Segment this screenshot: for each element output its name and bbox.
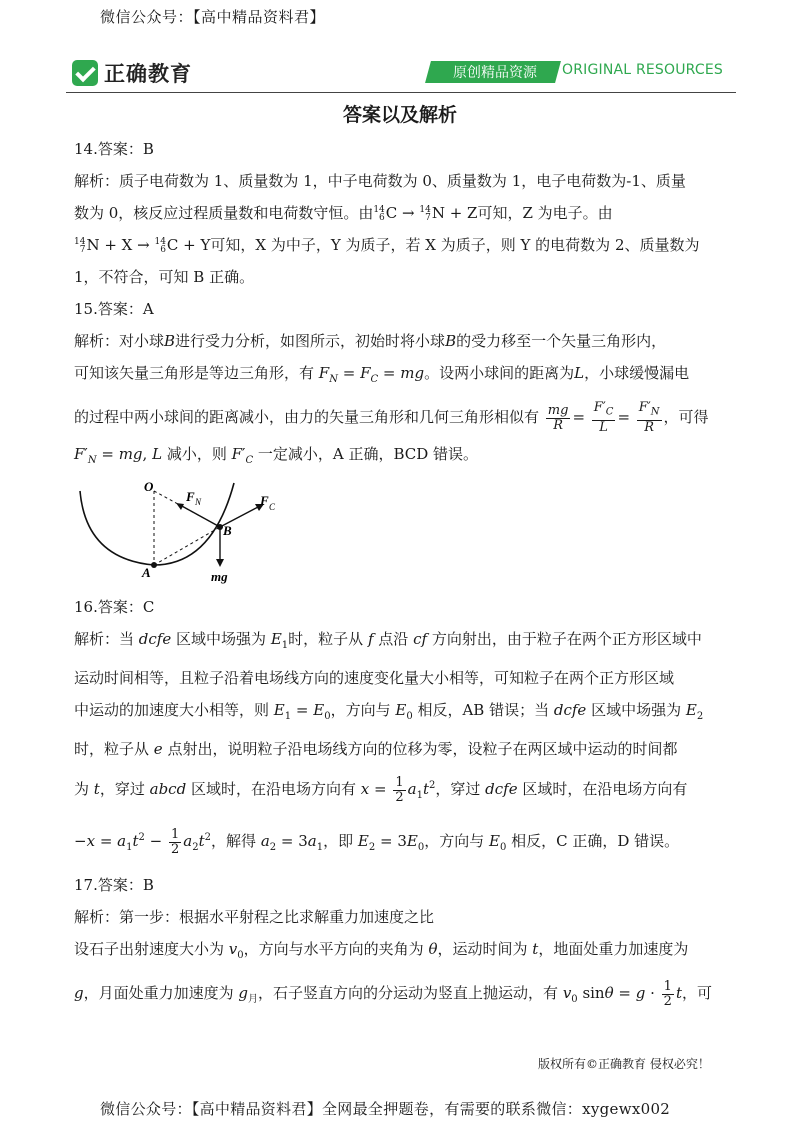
label-fc: F xyxy=(260,493,269,508)
label-o: O xyxy=(144,479,154,494)
q17-line3: g，月面处重力加速度为 $g_月$，石子竖直方向的分运动为竖直上抛运动，有 $v_0$ sinθ = g · $\frac{1}{2}$ t，可 xyxy=(74,978,712,1009)
q16-line4: 时，粒子从 e 点射出，说明粒子沿电场线方向的位移为零，设粒子在两区域中运动的时间都 xyxy=(74,740,678,758)
brand-name: 正确教育 xyxy=(104,62,192,86)
q16-line6: $-x = a_1t^2$ − $\frac{1}{2}$ $a_2t^2$，解得 $a_2 = 3a_1$，即 $E_2 = 3E_0$，方向与 $E_0$ 相反，C 正确，D 错误。 xyxy=(74,826,680,857)
label-b: B xyxy=(223,523,232,538)
q14-answer: 14.答案：B xyxy=(74,140,154,158)
label-fn-sub: N xyxy=(195,497,202,507)
check-icon xyxy=(72,60,98,86)
banner-english: ORIGINAL RESOURCES xyxy=(562,62,724,78)
q14-line4: 1，不符合，可知 B 正确。 xyxy=(74,268,255,286)
footer-wechat-line: 微信公众号：【高中精品资料君】全网最全押题卷，有需要的联系微信：xygewx002 xyxy=(100,1100,671,1118)
label-a: A xyxy=(142,565,151,580)
q16-line5: 为 t，穿过 abcd 区域时，在沿电场方向有 x = $\frac{1}{2}$ $a_1t^2$，穿过 dcfe 区域时，在沿电场方向有 xyxy=(74,774,688,805)
force-diagram xyxy=(74,479,274,587)
answer-content xyxy=(74,133,734,1021)
q16-line3: 中运动的加速度大小相等，则 $E_1 = E_0$，方向与 $E_0$ 相反，AB 错误；当 dcfe 区域中场强为 $E_2$ xyxy=(74,701,704,722)
q17-answer: 17.答案：B xyxy=(74,876,154,894)
q17-line2: 设石子出射速度大小为 $v_0$，方向与水平方向的夹角为 θ，运动时间为 t，地面处重力加速度为 xyxy=(74,940,689,961)
q15-line1: 解析：对小球B进行受力分析，如图所示，初始时将小球B的受力移至一个矢量三角形内， xyxy=(74,332,667,350)
q15-answer: 15.答案：A xyxy=(74,300,154,318)
q16-line1: 解析：当 dcfe 区域中场强为 $E_1$时，粒子从 f 点沿 cf 方向射出，由于粒子在两个正方形区域中 xyxy=(74,630,702,651)
copyright-notice: 版权所有©正确教育 侵权必究！ xyxy=(538,1057,710,1071)
label-mg: mg xyxy=(211,569,228,584)
q14-line2: 数为 0，核反应过程质量数和电荷数守恒。由 14 6 C → 14 7 N + Z可知，Z 为电子。由 xyxy=(74,204,613,223)
label-fn: F xyxy=(186,489,195,504)
q14-line3: 14 7 N + X → 14 6 C + Y可知，X 为中子，Y 为质子，若 X 为质子，则 Y 的电荷数为 2、质量数为 xyxy=(74,236,700,255)
header-wechat-line: 微信公众号：【高中精品资料君】 xyxy=(100,8,326,26)
q16-line2: 运动时间相等，且粒子沿着电场线方向的速度变化量大小相等，可知粒子在两个正方形区域 xyxy=(74,669,675,687)
page-title: 答案以及解析 xyxy=(342,104,457,126)
q16-answer: 16.答案：C xyxy=(74,598,155,616)
q15-line2: 可知该矢量三角形是等边三角形，有 $F_N = F_C$ = mg。设两小球间的距离为L，小球缓慢漏电 xyxy=(74,364,690,385)
brand-logo xyxy=(72,58,192,88)
label-fc-sub: C xyxy=(269,502,276,512)
q17-line1: 解析：第一步：根据水平射程之比求解重力加速度之比 xyxy=(74,908,435,926)
q14-line1: 解析：质子电荷数为 1、质量数为 1，中子电荷数为 0、质量数为 1，电子电荷数为-1、质量 xyxy=(74,172,686,190)
q15-line3: 的过程中两小球间的距离减小，由力的矢量三角形和几何三角形相似有 $\frac{mg}{R}$ = $\frac{F'_C}{L}$ = $\frac{F'_N}{R}$ ，可得 xyxy=(74,400,709,435)
q15-line4: $F'_N$ = mg, L 减小，则 $F'_C$ 一定减小，A 正确，BCD 错误。 xyxy=(74,445,479,466)
banner-label: 原创精品资源 xyxy=(453,65,537,81)
header-divider xyxy=(66,92,736,93)
